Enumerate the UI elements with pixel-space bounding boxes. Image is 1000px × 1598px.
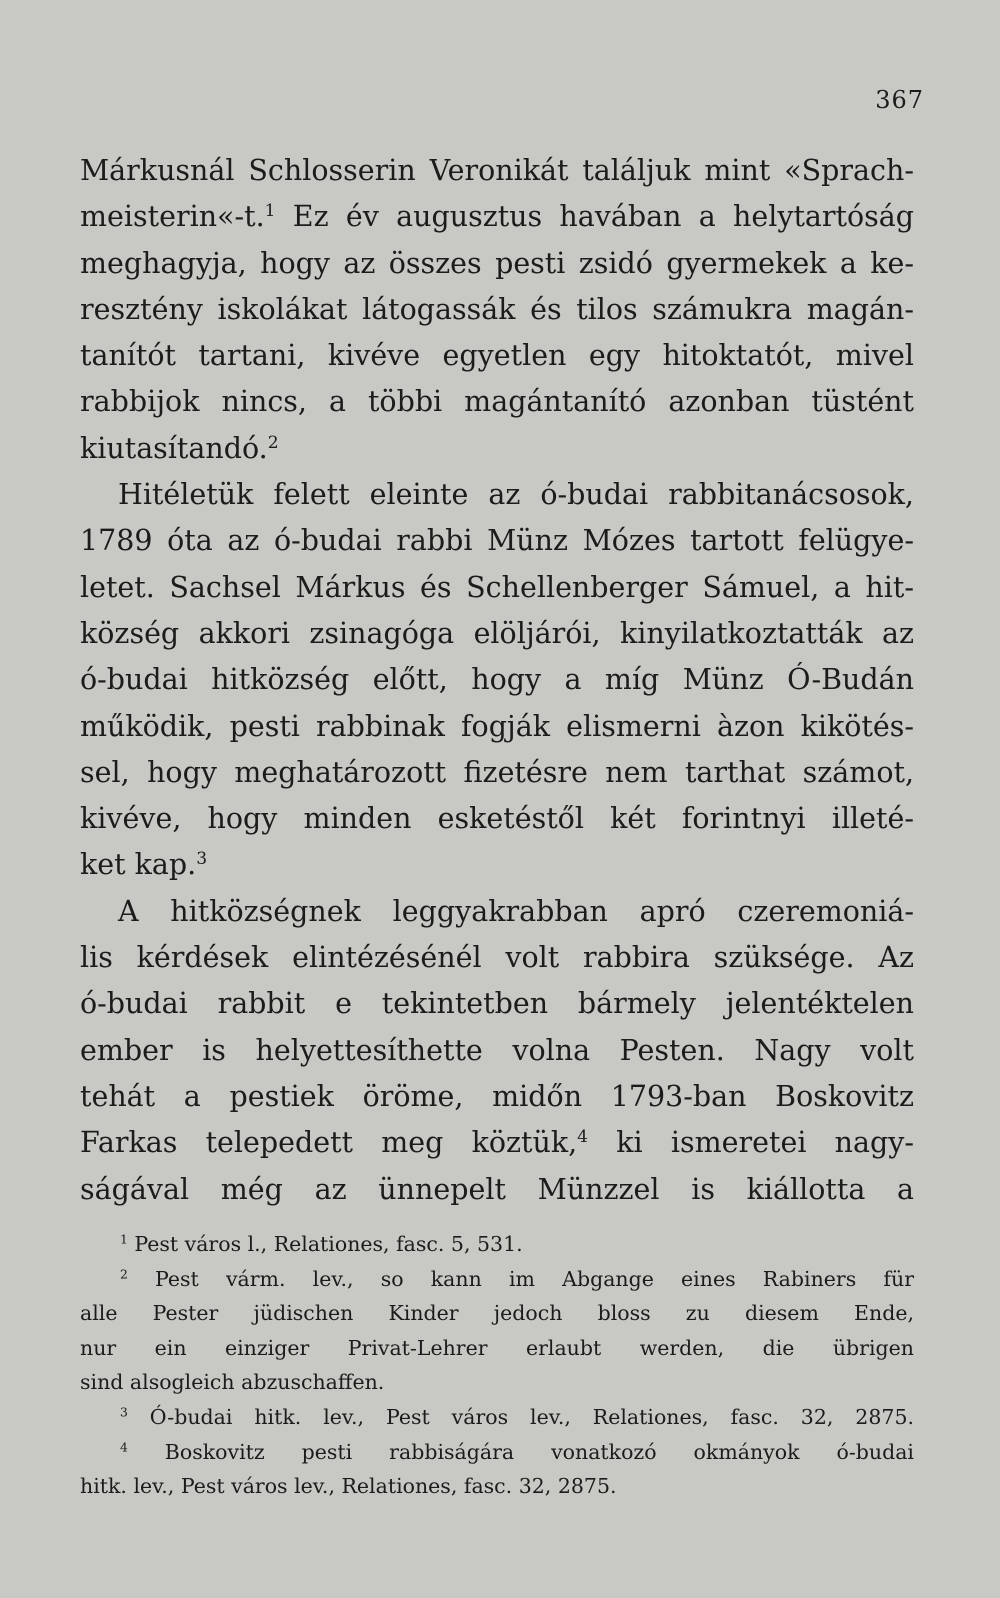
text-line <box>80 796 914 842</box>
text-segment: Márkusnál Schlosserin Veronikát találjuk mint «Sprach- <box>80 154 914 187</box>
text-segment: 1789 óta az ó-budai rabbi Münz Mózes tartott felügye- <box>80 524 914 558</box>
footnote-line <box>80 1435 914 1470</box>
text-segment: tanítót tartani, kivéve egyetlen egy hitoktatót, mivel <box>80 339 914 373</box>
footnote-text: Boskovitz pesti rabbiságára vonatkozó okmányok ó-budai <box>127 1439 914 1464</box>
text-line <box>80 889 914 935</box>
text-segment: Farkas telepedett meg köztük, <box>80 1126 578 1160</box>
text-segment: ságával még az ünnepelt Münzzel is kiállotta a <box>80 1172 914 1206</box>
text-line <box>80 241 914 287</box>
footnote-number: 2 <box>120 1267 128 1282</box>
text-segment: rabbijok nincs, a többi magántanító azonban tüstént <box>80 385 914 419</box>
footnote-marker: 2 <box>267 432 279 453</box>
footnote-line <box>80 1262 914 1297</box>
text-segment: község akkori zsinagóga elöljárói, kinyilatkoztatták az <box>80 616 914 650</box>
text-segment: Hitéletük felett eleinte az ó-budai rabbitanácsosok, <box>118 478 914 512</box>
text-line <box>80 935 914 981</box>
footnote-line <box>80 1227 914 1262</box>
footnote-marker: 3 <box>196 849 208 870</box>
text-segment: ember is helyettesíthette volna Pesten. Nagy volt <box>80 1033 914 1067</box>
main-text <box>80 148 914 1213</box>
page-number: 367 <box>875 86 924 114</box>
footnote-line <box>80 1365 914 1400</box>
footnote-text: Ó-budai hitk. lev., Pest város lev., Relationes, fasc. 32, 2875. <box>127 1404 914 1429</box>
footnote-text: nur ein einziger Privat-Lehrer erlaubt werden, die übrigen <box>80 1335 914 1360</box>
footnote-text: sind alsogleich abzuschaffen. <box>80 1370 385 1395</box>
text-segment: A hitközségnek leggyakrabban apró czeremoniá- <box>118 894 914 928</box>
text-segment: ó-budai hitközség előtt, hogy a míg Münz Ó-Budán <box>80 663 914 697</box>
text-segment: tehát a pestiek öröme, midőn 1793-ban Boskovitz <box>80 1079 914 1113</box>
footnote-marker: 4 <box>577 1126 589 1147</box>
footnote-number: 4 <box>120 1440 128 1455</box>
text-segment: ó-budai rabbit e tekintetben bármely jelentéktelen <box>80 987 914 1021</box>
text-line <box>80 287 914 333</box>
text-line <box>80 194 914 240</box>
footnote-text: alle Pester jüdischen Kinder jedoch bloss zu diesem Ende, <box>80 1301 914 1326</box>
text-line <box>80 704 914 750</box>
footnote-line <box>80 1400 914 1435</box>
text-line <box>80 1120 914 1166</box>
footnote-marker: 1 <box>264 201 276 222</box>
text-segment: meisterin«-t. <box>80 200 265 234</box>
footnote-line <box>80 1469 914 1504</box>
text-line <box>80 1074 914 1120</box>
footnote-text: Pest várm. lev., so kann im Abgange eines Rabiners für <box>127 1266 914 1291</box>
text-line <box>80 750 914 796</box>
footnote-text: Pest város l., Relationes, fasc. 5, 531. <box>127 1232 523 1256</box>
text-line <box>80 426 914 472</box>
footnote-text: hitk. lev., Pest város lev., Relationes, fasc. 32, 2875. <box>80 1474 617 1499</box>
text-line <box>80 565 914 611</box>
footnote-line <box>80 1331 914 1366</box>
text-line <box>80 148 914 194</box>
text-line <box>80 1028 914 1074</box>
text-segment: lis kérdések elintézésénél volt rabbira szüksége. Az <box>80 941 914 975</box>
text-segment: letet. Sachsel Márkus és Schellenberger Sámuel, a hit- <box>80 570 914 604</box>
footnote-line <box>80 1296 914 1331</box>
text-segment: kivéve, hogy minden esketéstől két forintnyi illeté- <box>80 802 914 836</box>
footnote-number: 3 <box>120 1405 128 1420</box>
text-segment: működik, pesti rabbinak fogják elismerni àzon kikötés- <box>80 709 914 743</box>
text-line <box>80 842 914 888</box>
text-line <box>80 1167 914 1213</box>
text-line <box>80 611 914 657</box>
text-line <box>80 518 914 564</box>
text-line <box>80 379 914 425</box>
text-line <box>80 657 914 703</box>
text-segment: resztény iskolákat látogassák és tilos számukra magán- <box>80 292 914 326</box>
text-segment: meghagyja, hogy az összes pesti zsidó gyermekek a ke- <box>80 246 914 280</box>
text-segment: kiutasítandó. <box>80 431 268 465</box>
text-line <box>80 981 914 1027</box>
text-line <box>80 333 914 379</box>
text-segment: ket kap. <box>80 848 197 882</box>
text-segment: ki ismeretei nagy- <box>588 1126 914 1160</box>
text-segment: sel, hogy meghatározott fizetésre nem tarthat számot, <box>80 755 914 789</box>
footnotes <box>80 1227 914 1504</box>
footnote-number: 1 <box>120 1232 128 1247</box>
text-segment: Ez év augusztus havában a helytartóság <box>275 200 914 234</box>
text-line <box>80 472 914 518</box>
